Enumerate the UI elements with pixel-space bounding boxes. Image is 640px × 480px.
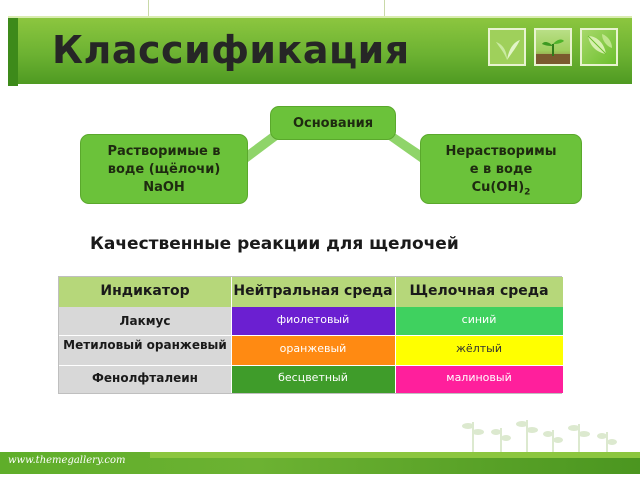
node-soluble-line: Растворимые в [107, 144, 221, 159]
table-cell-neutral [231, 335, 395, 365]
table-header-alkaline [395, 277, 563, 307]
table-cell-alkaline [395, 365, 563, 393]
table-row-indicator [59, 307, 231, 335]
cell-text: синий [461, 313, 497, 326]
node-insoluble-formula [421, 179, 581, 202]
node-bases-label: Основания [292, 116, 374, 131]
cell-text: фиолетовый [276, 313, 350, 326]
indicator-table [58, 276, 562, 394]
indicator-label: Фенолфталеин [92, 371, 198, 385]
table-row-indicator [59, 365, 231, 393]
header-label: Индикатор [100, 283, 190, 299]
cell-text: жёлтый [456, 342, 502, 355]
node-insoluble-line: е в воде [469, 162, 533, 177]
header-label: Щелочная среда [409, 283, 549, 299]
node-bases [270, 106, 396, 140]
table-gridline [59, 335, 563, 336]
formula-text: Cu(OH) [471, 180, 525, 195]
decorative-plants-image [460, 416, 630, 456]
table-cell-neutral [231, 365, 395, 393]
table-cell-neutral [231, 307, 395, 335]
indicator-label: Лакмус [119, 314, 171, 328]
table-header-indicator [59, 277, 231, 307]
node-soluble-formula: NaOH [143, 180, 185, 195]
node-soluble-line: воде (щёлочи) [107, 162, 221, 177]
node-insoluble-line: Нерастворимы [445, 144, 557, 159]
table-cell-alkaline [395, 307, 563, 335]
table-header-neutral [231, 277, 395, 307]
header-label: Нейтральная среда [233, 283, 393, 299]
footer-accent [150, 452, 640, 458]
formula-subscript: 2 [524, 187, 531, 198]
slide-title: Классификация [52, 28, 410, 72]
table-cell-alkaline [395, 335, 563, 365]
indicator-label: Метиловый оранжевый [63, 338, 227, 352]
table-gridline [59, 365, 563, 366]
section-title: Качественные реакции для щелочей [90, 234, 459, 254]
footer-url: www.themegallery.com [8, 455, 126, 466]
cell-text: малиновый [446, 371, 512, 384]
node-soluble [80, 134, 248, 204]
cell-text: оранжевый [279, 342, 347, 355]
table-row-indicator [59, 335, 231, 365]
node-insoluble [420, 134, 582, 204]
cell-text: бесцветный [278, 371, 348, 384]
